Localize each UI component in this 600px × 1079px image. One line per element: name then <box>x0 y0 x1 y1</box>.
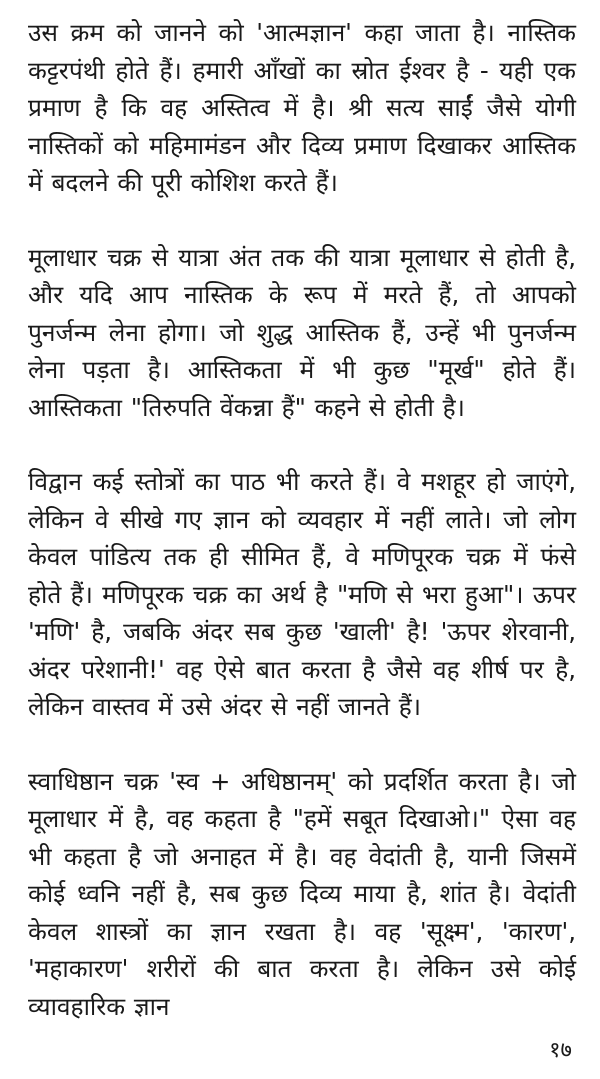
paragraph-atmagyan: उस क्रम को जानने को 'आत्मज्ञान' कहा जाता है। नास्तिक कट्टरपंथी होते हैं। हमारी आँखों का स्रोत ईश्वर है - यही एक प्रमाण है कि वह अस्तित्व में है। श्री सत्य साईं जैसे योगी नास्तिकों को महिमामंडन और दिव्य प्रमाण दिखाकर आस्तिक में बदलने की पूरी कोशिश करते हैं। <box>28 18 576 197</box>
page-body <box>28 14 576 1025</box>
paragraph-swadhisthana: स्वाधिष्ठान चक्र 'स्व + अधिष्ठानम्' को प्रदर्शित करता है। जो मूलाधार में है, वह कहता है "हमें सबूत दिखाओ।" ऐसा वह भी कहता है जो अनाहत में है। वह वेदांती है, यानी जिसमें कोई ध्वनि नहीं है, सब कुछ दिव्य माया है, शांत है। वेदांती केवल शास्त्रों का ज्ञान रखता है। वह 'सूक्ष्म', 'कारण', 'महाकारण' शरीरों की बात करता है। लेकिन उसे कोई व्यावहारिक ज्ञान <box>28 766 576 1021</box>
paragraph-manipura: विद्वान कई स्तोत्रों का पाठ भी करते हैं। वे मशहूर हो जाएंगे, लेकिन वे सीखे गए ज्ञान को व्यवहार में नहीं लाते। जो लोग केवल पांडित्य तक ही सीमित हैं, वे मणिपूरक चक्र में फंसे होते हैं। मणिपूरक चक्र का अर्थ है "मणि से भरा हुआ"। ऊपर 'मणि' है, जबकि अंदर सब कुछ 'खाली' है! 'ऊपर शेरवानी, अंदर परेशानी!' वह ऐसे बात करता है जैसे वह शीर्ष पर है, लेकिन वास्तव में उसे अंदर से नहीं जानते हैं। <box>28 467 576 721</box>
paragraph-muladhara: मूलाधार चक्र से यात्रा अंत तक की यात्रा मूलाधार से होती है, और यदि आप नास्तिक के रूप में मरते हैं, तो आपको पुनर्जन्म लेना होगा। जो शुद्ध आस्तिक हैं, उन्हें भी पुनर्जन्म लेना पड़ता है। आस्तिकता में भी कुछ "मूर्ख" होते हैं। आस्तिकता "तिरुपति वेंकन्ना हैं" कहने से होती है। <box>28 242 576 422</box>
page-number: १७ <box>549 1038 572 1063</box>
